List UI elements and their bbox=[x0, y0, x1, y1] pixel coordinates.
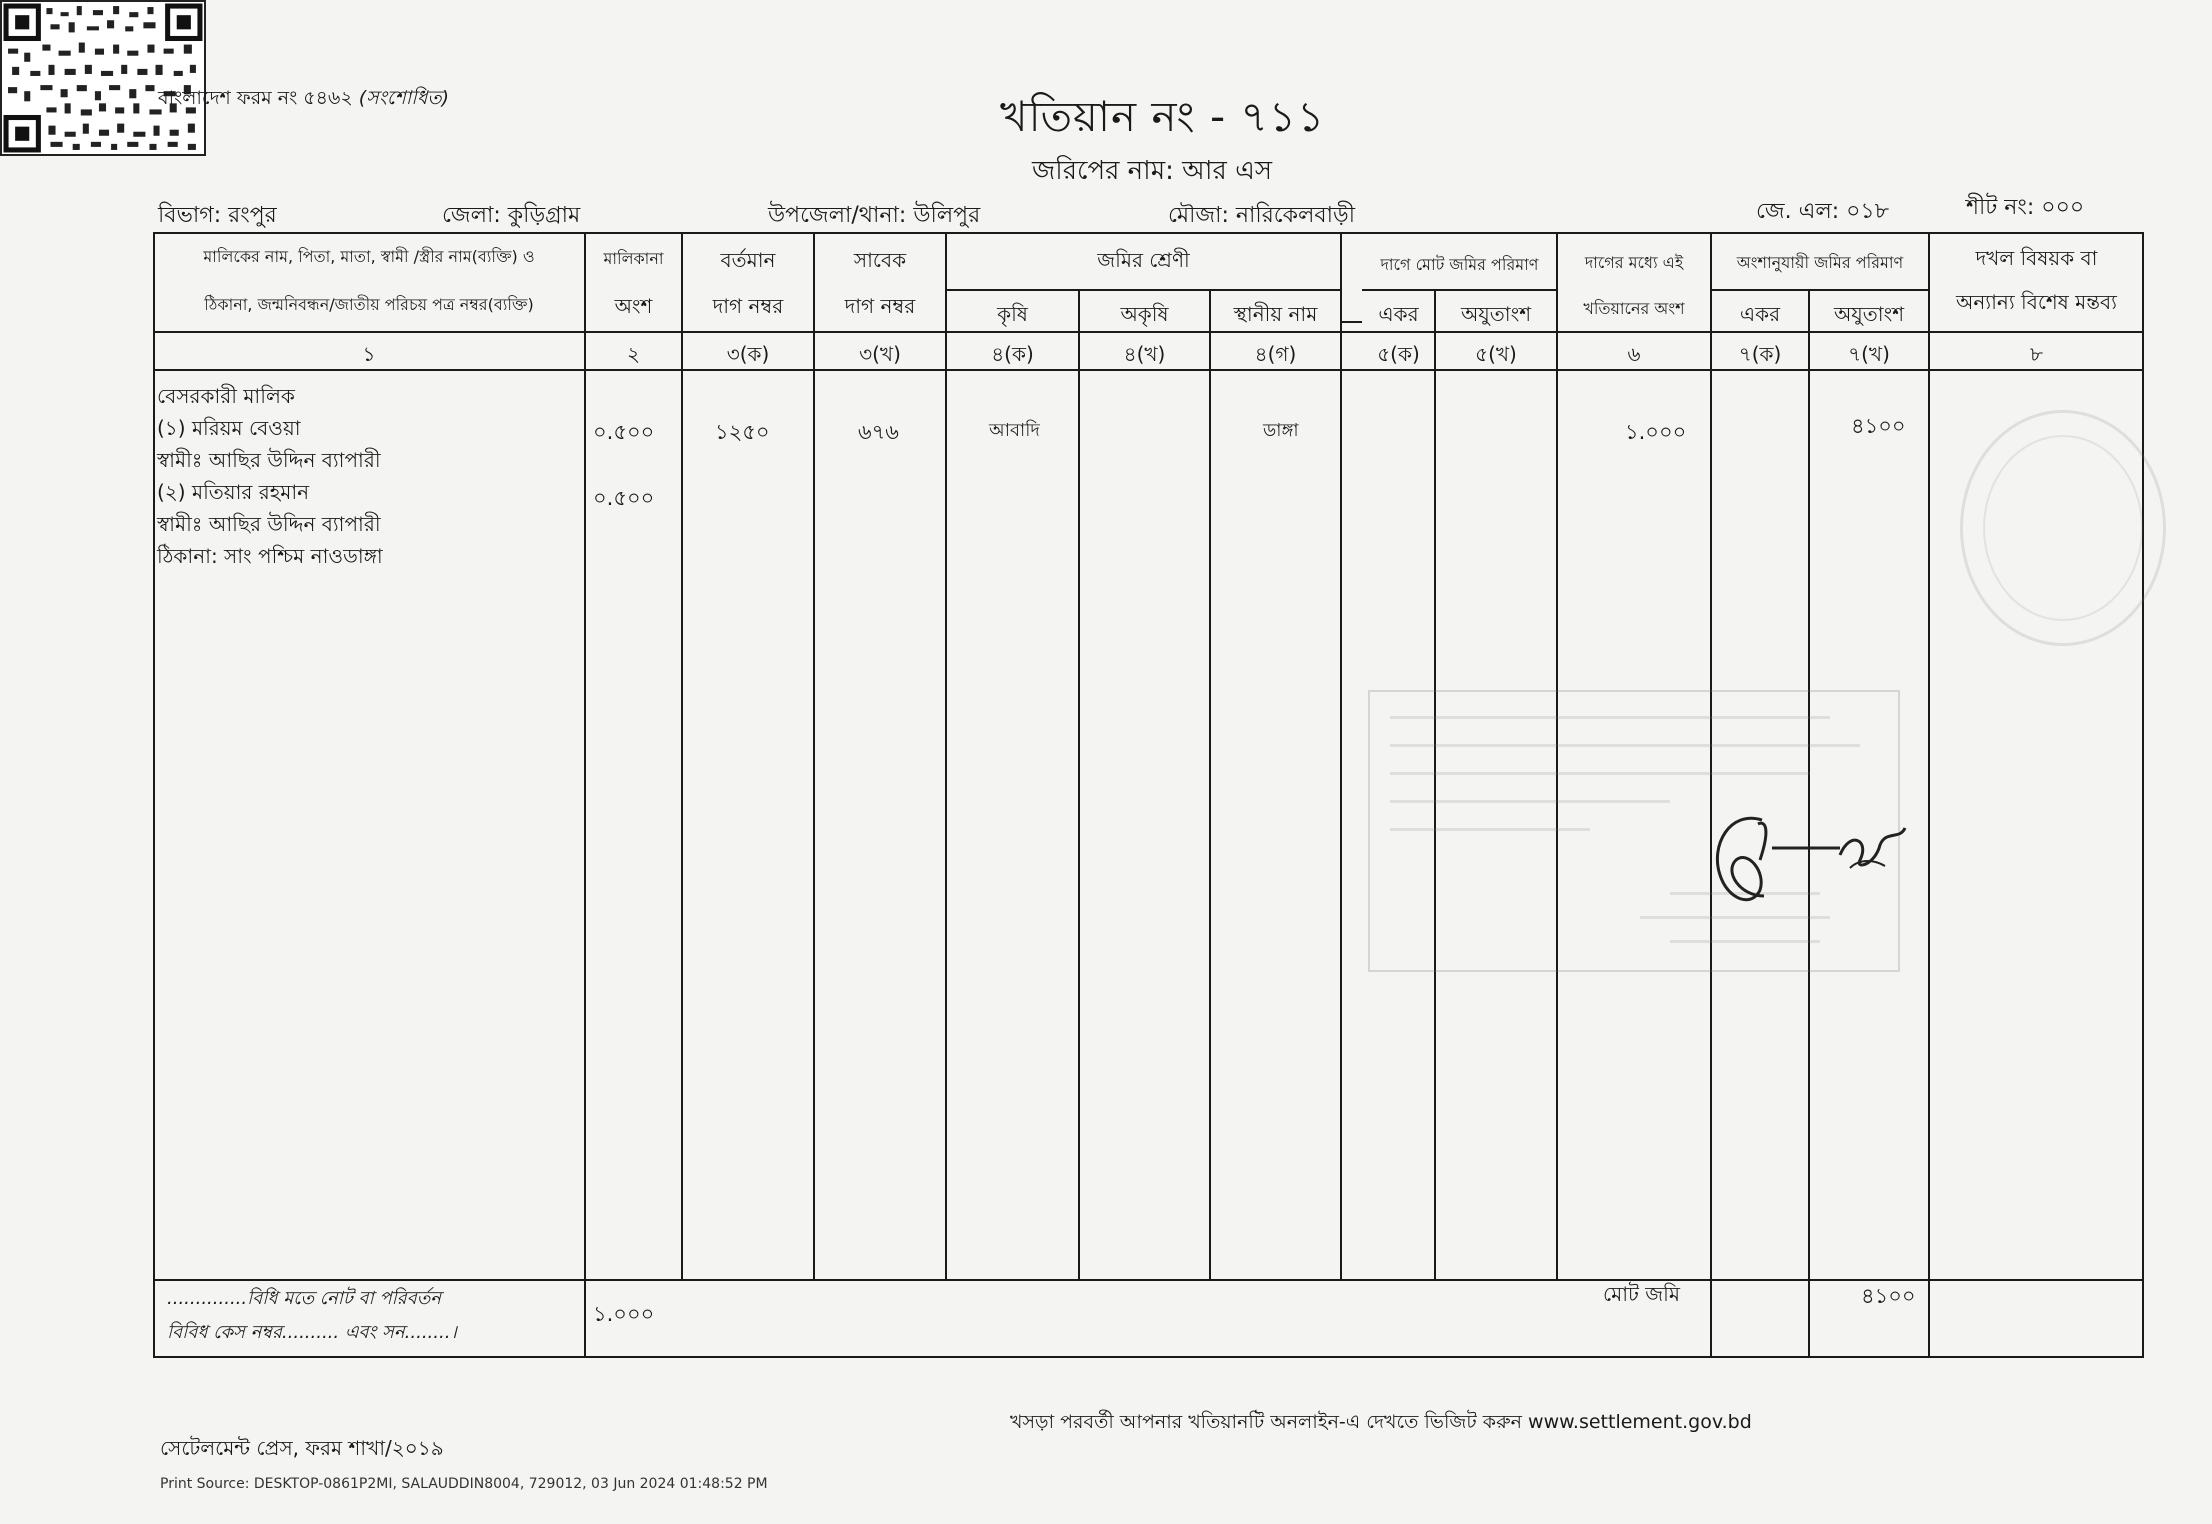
owner-line: স্বামীঃ আছির উদ্দিন ব্যাপারী bbox=[157, 512, 381, 536]
col5kha-header: অযুতাংশ bbox=[1460, 302, 1532, 326]
owner-line: ঠিকানা: সাং পশ্চিম নাওডাঙ্গা bbox=[157, 544, 383, 568]
qr-code-icon bbox=[0, 0, 206, 156]
mouza-label: মৌজা: নারিকেলবাড়ী bbox=[1168, 203, 1356, 228]
col1-header-line2: ঠিকানা, জন্মনিবন্ধন/জাতীয় পরিচয় পত্র নম্বর(ব্যক্তি) bbox=[204, 295, 534, 314]
total-share: ১.০০০ bbox=[593, 1302, 655, 1326]
col6-header-line2: খতিয়ানের অংশ bbox=[1583, 299, 1685, 318]
col7kha-header: অযুতাংশ bbox=[1833, 302, 1905, 326]
division-label: বিভাগ: রংপুর bbox=[158, 203, 277, 228]
jl-number: জে. এল: ০১৮ bbox=[1756, 199, 1889, 224]
land-local-name: ডাঙ্গা bbox=[1263, 420, 1299, 441]
col2-header-line1: মালিকানা bbox=[603, 249, 664, 268]
owner-line: বেসরকারী মালিক bbox=[157, 384, 295, 408]
col-number: ৩(খ) bbox=[859, 342, 901, 366]
col-number: ৬ bbox=[1627, 342, 1641, 366]
owner-2-share: ০.৫০০ bbox=[593, 486, 655, 510]
land-ajutangsha: ৪১০০ bbox=[1851, 414, 1906, 438]
col-number: ৮ bbox=[2030, 342, 2043, 366]
owner-line: (২) মতিয়ার রহমান bbox=[157, 480, 310, 504]
land-class-agri: আবাদি bbox=[989, 420, 1040, 441]
col-number: ৩(ক) bbox=[726, 342, 770, 366]
website-line: খসড়া পরবর্তী আপনার খতিয়ানটি অনলাইন-এ দেখতে ভিজিট করুন www.settlement.gov.bd bbox=[1010, 1411, 1752, 1433]
signature-icon bbox=[1700, 800, 1920, 920]
press-line: সেটেলমেন্ট প্রেস, ফরম শাখা/২০১৯ bbox=[160, 1436, 444, 1460]
col4-header: জমির শ্রেণী bbox=[1097, 248, 1190, 272]
col-number: ১ bbox=[362, 342, 376, 366]
col-number: ৫(ক) bbox=[1377, 342, 1420, 366]
district-label: জেলা: কুড়িগ্রাম bbox=[442, 203, 581, 228]
footer-note-line1: ..............বিধি মতে নোট বা পরিবর্তন bbox=[167, 1288, 441, 1309]
col4kha-header: অকৃষি bbox=[1120, 302, 1169, 326]
col3ka-header-line1: বর্তমান bbox=[720, 248, 776, 272]
col6-header-line1: দাগের মধ্যে এই bbox=[1584, 253, 1684, 272]
print-source: Print Source: DESKTOP-0861P2MI, SALAUDDIN8004, 729012, 03 Jun 2024 01:48:52 PM bbox=[160, 1476, 768, 1492]
official-seal bbox=[1960, 410, 2166, 646]
col3kha-header-line2: দাগ নম্বর bbox=[844, 294, 916, 318]
col-number: ৭(ক) bbox=[1738, 342, 1782, 366]
khatian-title: খতিয়ান নং - ৭১১ bbox=[1000, 92, 1326, 141]
col-number: ৫(খ) bbox=[1475, 342, 1517, 366]
sheet-number: শীট নং: ০০০ bbox=[1966, 195, 2085, 220]
col-number: ৭(খ) bbox=[1848, 342, 1890, 366]
upazila-label: উপজেলা/থানা: উলিপুর bbox=[768, 203, 981, 228]
previous-dag-number: ৬৭৬ bbox=[858, 420, 899, 444]
col8-header-line2: অন্যান্য বিশেষ মন্তব্য bbox=[1956, 290, 2117, 314]
total-ajutangsha: ৪১০০ bbox=[1861, 1284, 1916, 1308]
col4ka-header: কৃষি bbox=[997, 302, 1028, 326]
col7ka-header: একর bbox=[1739, 302, 1781, 326]
col7-header: অংশানুযায়ী জমির পরিমাণ bbox=[1736, 253, 1904, 272]
col5-header: দাগে মোট জমির পরিমাণ bbox=[1380, 255, 1539, 274]
col-number: ২ bbox=[626, 342, 640, 366]
form-number: বাংলাদেশ ফরম নং ৫৪৬২ (সংশোধিত) bbox=[158, 87, 450, 109]
col3ka-header-line2: দাগ নম্বর bbox=[712, 294, 784, 318]
current-dag-number: ১২৫০ bbox=[715, 420, 770, 444]
survey-name: জরিপের নাম: আর এস bbox=[1032, 156, 1273, 186]
col-number: ৪(খ) bbox=[1123, 342, 1166, 366]
col8-header-line1: দখল বিষয়ক বা bbox=[1975, 246, 2098, 270]
owner-line: (১) মরিয়ম বেওয়া bbox=[157, 416, 301, 440]
col2-header-line2: অংশ bbox=[614, 294, 653, 318]
footer-note-line2: বিবিধ কেস নম্বর.......... এবং সন........। bbox=[167, 1322, 457, 1343]
owner-1-share: ০.৫০০ bbox=[593, 420, 655, 444]
col-number: ৪(ক) bbox=[991, 342, 1034, 366]
col3kha-header-line1: সাবেক bbox=[853, 248, 907, 272]
total-land-label: মোট জমি bbox=[1603, 1282, 1680, 1306]
khatian-share: ১.০০০ bbox=[1625, 420, 1687, 444]
owner-line: স্বামীঃ আছির উদ্দিন ব্যাপারী bbox=[157, 448, 381, 472]
col5ka-header: একর bbox=[1378, 302, 1419, 326]
col1-header-line1: মালিকের নাম, পিতা, মাতা, স্বামী /স্ত্রীর নাম(ব্যক্তি) ও bbox=[203, 247, 535, 266]
col-number: ৪(গ) bbox=[1254, 342, 1297, 366]
col4ga-header: স্থানীয় নাম bbox=[1233, 302, 1318, 326]
